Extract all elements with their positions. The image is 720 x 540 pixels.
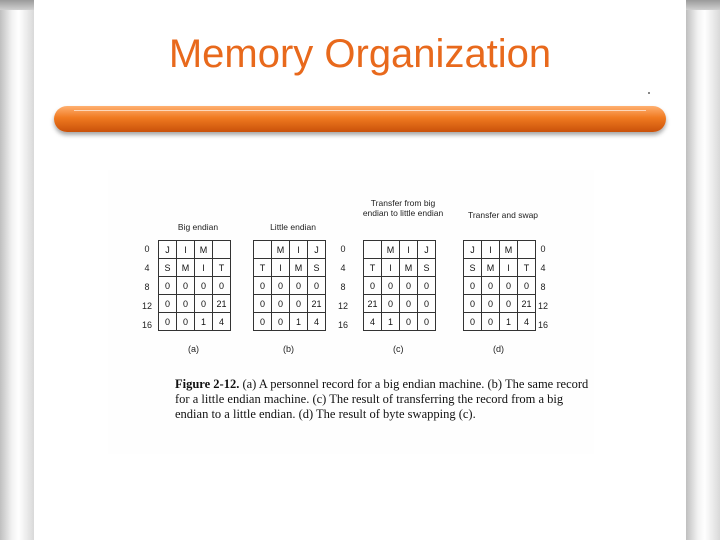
byte-cell: 0 [159, 295, 177, 313]
byte-cell: M [177, 259, 195, 277]
byte-cell: 0 [213, 277, 231, 295]
byte-cell: 0 [400, 277, 418, 295]
byte-cell: 0 [254, 295, 272, 313]
byte-cell: 0 [177, 277, 195, 295]
byte-cell: 21 [308, 295, 326, 313]
byte-cell: 21 [213, 295, 231, 313]
panel-letter: (b) [283, 344, 294, 354]
byte-cell [518, 241, 536, 259]
byte-cell: 0 [464, 313, 482, 331]
address-label: 0 [540, 244, 546, 254]
address-label: 16 [337, 320, 348, 330]
address-label: 0 [144, 244, 150, 254]
byte-cell: 0 [500, 277, 518, 295]
address-label: 12 [337, 301, 348, 311]
byte-cell: 0 [272, 295, 290, 313]
byte-cell: 0 [177, 313, 195, 331]
address-label: 8 [540, 282, 546, 292]
byte-cell: I [272, 259, 290, 277]
figure-image [108, 170, 594, 454]
slide-title: Memory Organization [168, 32, 552, 76]
byte-cell: M [382, 241, 400, 259]
address-label: 0 [340, 244, 346, 254]
byte-cell: 0 [400, 313, 418, 331]
byte-cell: 0 [518, 277, 536, 295]
panel-heading: Transfer from big endian to little endian [362, 198, 444, 218]
byte-cell: M [500, 241, 518, 259]
byte-grid [463, 240, 536, 331]
address-label: 4 [340, 263, 346, 273]
byte-cell: 0 [482, 295, 500, 313]
byte-cell: 0 [482, 277, 500, 295]
address-label: 8 [340, 282, 346, 292]
byte-cell: 1 [290, 313, 308, 331]
byte-cell: 4 [308, 313, 326, 331]
byte-cell: 0 [382, 295, 400, 313]
byte-cell: 0 [464, 277, 482, 295]
byte-cell: M [400, 259, 418, 277]
byte-cell: 0 [418, 277, 436, 295]
byte-cell: 0 [500, 295, 518, 313]
right-decorative-bar [686, 0, 720, 540]
byte-cell: 1 [382, 313, 400, 331]
figure-caption-label: Figure 2-12. [175, 377, 240, 391]
byte-cell: 0 [159, 313, 177, 331]
byte-cell: M [272, 241, 290, 259]
figure-caption [175, 377, 595, 422]
byte-cell: T [518, 259, 536, 277]
address-label: 8 [144, 282, 150, 292]
byte-cell: 0 [290, 295, 308, 313]
byte-grid [363, 240, 436, 331]
panel-letter: (a) [188, 344, 199, 354]
byte-cell: I [400, 241, 418, 259]
byte-cell: 21 [518, 295, 536, 313]
byte-cell: 0 [308, 277, 326, 295]
figure-caption-text: (a) A personnel record for a big endian machine. (b) The same record for a little endian machine. (c) The result of transferring the record from a big endian to a little endian. (d) The result of byte swapping (c). [175, 377, 589, 421]
byte-cell: 0 [400, 295, 418, 313]
byte-cell: 0 [254, 277, 272, 295]
panel-heading: Little endian [270, 222, 316, 232]
address-label: 16 [537, 320, 548, 330]
byte-cell: 0 [177, 295, 195, 313]
byte-grid [158, 240, 231, 331]
byte-cell [364, 241, 382, 259]
byte-cell: J [418, 241, 436, 259]
byte-cell: M [290, 259, 308, 277]
byte-cell: 21 [364, 295, 382, 313]
byte-cell: S [308, 259, 326, 277]
byte-cell: 0 [272, 313, 290, 331]
byte-cell: 4 [518, 313, 536, 331]
byte-cell: S [159, 259, 177, 277]
byte-cell: S [464, 259, 482, 277]
byte-cell: S [418, 259, 436, 277]
byte-cell: 0 [254, 313, 272, 331]
byte-cell: 4 [364, 313, 382, 331]
byte-cell: I [195, 259, 213, 277]
byte-cell: T [213, 259, 231, 277]
panel-letter: (c) [393, 344, 404, 354]
byte-cell: I [482, 241, 500, 259]
byte-cell: 0 [418, 295, 436, 313]
left-decorative-bar [0, 0, 34, 540]
byte-cell: 0 [290, 277, 308, 295]
byte-cell: 0 [159, 277, 177, 295]
byte-cell: 0 [364, 277, 382, 295]
byte-cell: I [290, 241, 308, 259]
byte-cell: 1 [500, 313, 518, 331]
panel-heading: Big endian [177, 222, 219, 232]
address-label: 12 [537, 301, 548, 311]
byte-cell: I [500, 259, 518, 277]
byte-cell: J [464, 241, 482, 259]
address-label: 4 [144, 263, 150, 273]
panel-letter: (d) [493, 344, 504, 354]
address-label: 12 [141, 301, 152, 311]
byte-cell: 1 [195, 313, 213, 331]
byte-cell: T [254, 259, 272, 277]
byte-grid [253, 240, 326, 331]
byte-cell: M [195, 241, 213, 259]
byte-cell: 0 [195, 277, 213, 295]
byte-cell: I [382, 259, 400, 277]
byte-cell: 0 [418, 313, 436, 331]
byte-cell: I [177, 241, 195, 259]
byte-cell: 0 [195, 295, 213, 313]
address-label: 16 [141, 320, 152, 330]
byte-cell: 4 [213, 313, 231, 331]
byte-cell [213, 241, 231, 259]
byte-cell: M [482, 259, 500, 277]
byte-cell: 0 [464, 295, 482, 313]
byte-cell [254, 241, 272, 259]
byte-cell: 0 [382, 277, 400, 295]
byte-cell: 0 [272, 277, 290, 295]
byte-cell: J [308, 241, 326, 259]
byte-cell: 0 [482, 313, 500, 331]
title-underline-bar [54, 106, 666, 132]
byte-cell: T [364, 259, 382, 277]
address-label: 4 [540, 263, 546, 273]
panel-heading: Transfer and swap [467, 210, 539, 220]
decorative-dot [648, 92, 650, 94]
byte-cell: J [159, 241, 177, 259]
